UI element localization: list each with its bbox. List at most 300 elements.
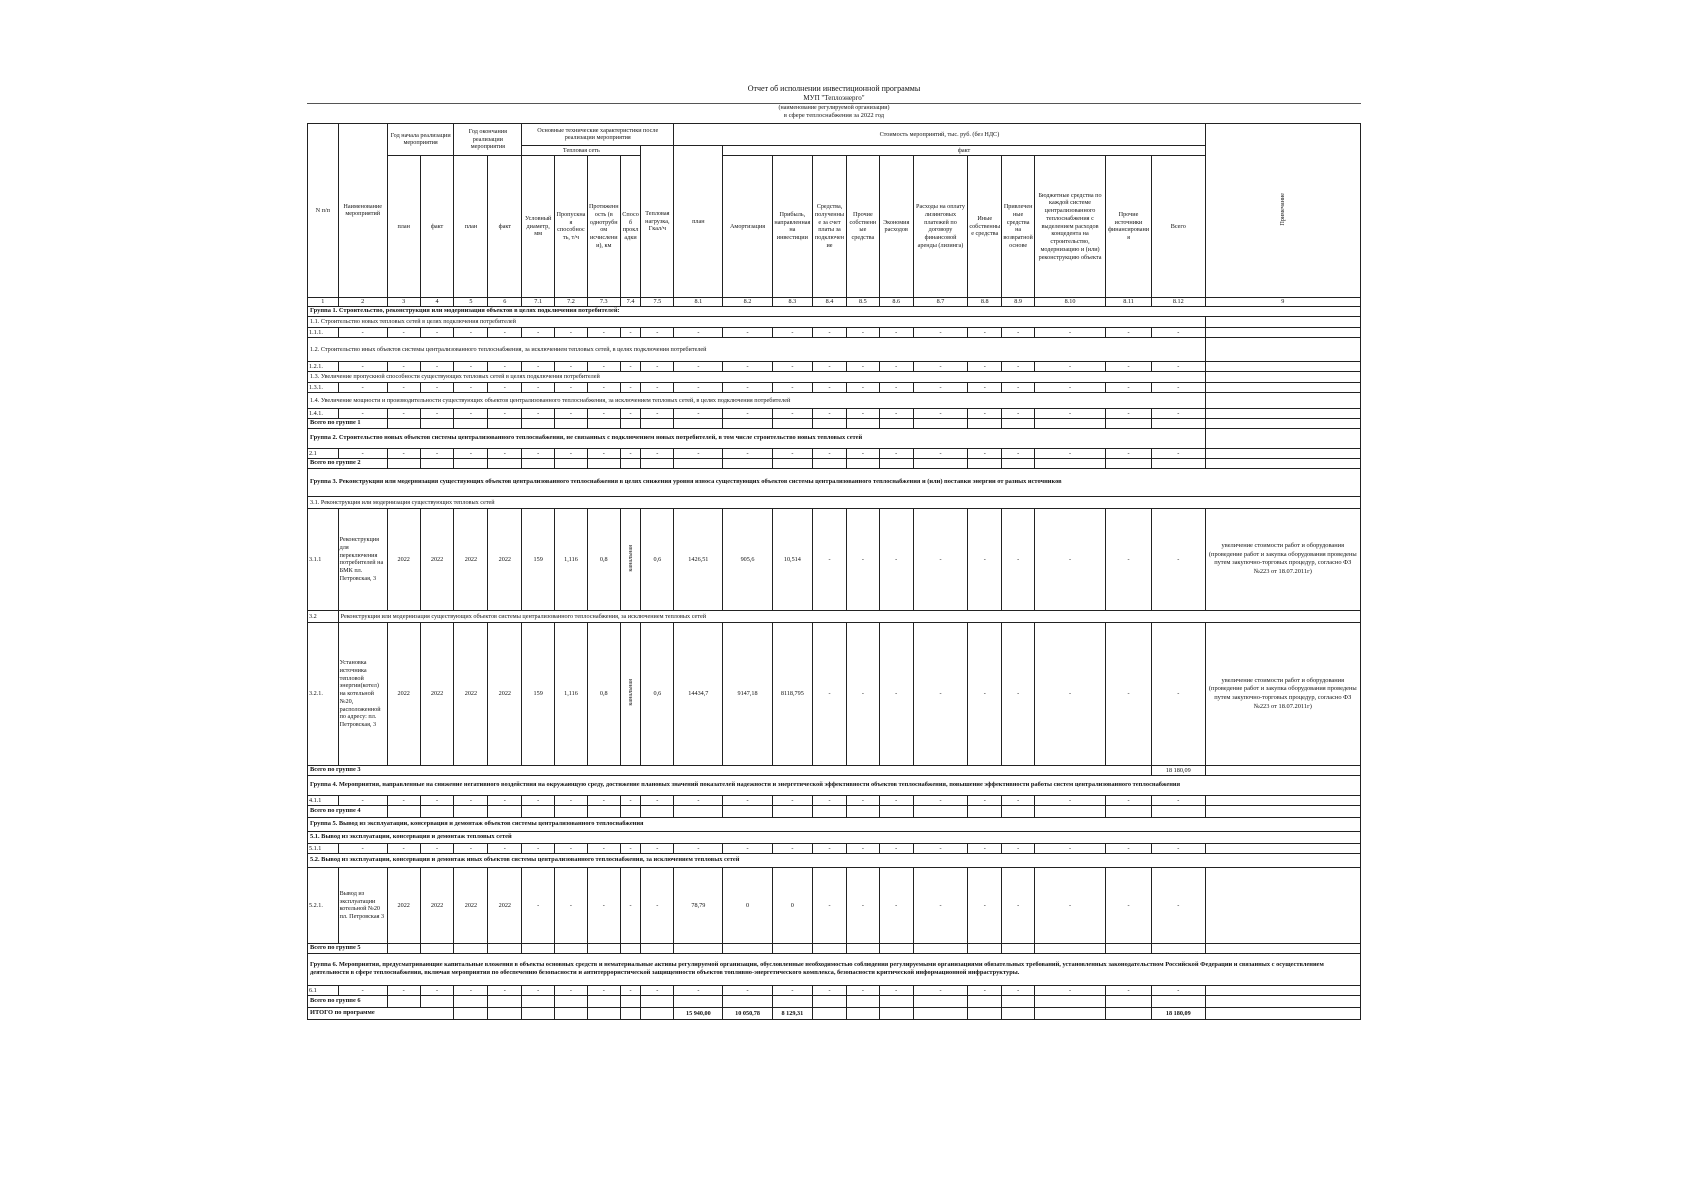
table-row [308,327,1361,337]
subgroup-1-2-title: 1.2. Строительство иных объектов системы централизованного теплоснабжения, за исключением тепловых сетей, в целях подключения потребителей [308,337,1206,361]
dash-cell: - [1002,448,1035,458]
subgroup-3-1-title: 3.1. Реконструкция или модернизация существующих тепловых сетей [308,496,1361,508]
dash-cell: - [620,327,641,337]
empty-cell [555,943,588,953]
dash-cell: - [420,448,454,458]
note-header-text: Примечание [1278,192,1286,226]
dash-cell: - [913,382,968,392]
row-number: 1.3.1. [308,382,339,392]
dash-cell: - [420,327,454,337]
group-row [308,428,1361,448]
col-number: 5 [454,297,488,306]
empty-cell [641,1007,674,1019]
grand-total-label: ИТОГО по программе [308,1007,454,1019]
subgroup-5-1-title: 5.1. Вывод из эксплуатации, консервация и демонтаж тепловых сетей [308,831,1361,843]
empty-cell [587,943,620,953]
dash-cell: - [913,843,968,853]
dash-cell: - [522,448,555,458]
table-row-3-2-1 [308,622,1361,765]
empty-cell [1151,458,1205,468]
subgroup-1-3-title: 1.3. Увеличение пропускной способности существующих тепловых сетей в целях подключения потребителей [308,371,1206,382]
load-value: 0,6 [641,508,674,610]
dash-cell: - [420,985,454,995]
col-other-header: Прочие источники финансирования [1106,155,1152,297]
report-sheet [307,84,1361,1020]
subgroup-1-4-title: 1.4. Увеличение мощности и производительности существующих объектов централизованного теплоснабжения, за исключением тепловых сетей, в целях подключения потребителей [308,392,1206,408]
dash-cell: - [387,448,420,458]
dash-cell: - [913,327,968,337]
dash-cell: - [488,408,522,418]
empty-cell [879,805,913,817]
dash-cell: - [454,985,488,995]
empty-cell [454,418,488,428]
dash-cell: - [620,843,641,853]
dash-cell: - [1106,448,1152,458]
laying-value [620,622,641,765]
load-value: 0,6 [641,622,674,765]
dash-cell: - [454,448,488,458]
dash-cell: - [1002,622,1035,765]
empty-cell [846,458,879,468]
empty-cell [674,805,723,817]
dash-cell: - [338,408,387,418]
empty-cell [587,458,620,468]
column-number-row [308,297,1361,306]
profit-value: 8118,795 [772,622,812,765]
empty-cell [1002,943,1035,953]
group-total-label: Всего по группе 2 [308,458,388,468]
table-row [308,795,1361,805]
row-number: 1.2.1. [308,361,339,371]
empty-cell [387,943,420,953]
empty-cell [1205,448,1360,458]
col-borrowed-header: Иные собственные средства [968,155,1002,297]
empty-cell [723,805,772,817]
empty-cell [522,943,555,953]
dash-cell: - [968,867,1002,943]
empty-cell [968,805,1002,817]
empty-cell [879,943,913,953]
empty-cell [913,458,968,468]
empty-cell [913,995,968,1007]
dash-cell: - [420,382,454,392]
col-number: 7.2 [555,297,588,306]
col-network-header: Тепловая сеть [522,145,641,155]
empty-cell [1205,428,1360,448]
dash-cell: - [723,408,772,418]
dash-cell: - [846,448,879,458]
dash-cell: - [968,795,1002,805]
empty-cell [1106,1007,1152,1019]
empty-cell [674,458,723,468]
dash-cell: - [555,327,588,337]
empty-cell [488,458,522,468]
dash-cell: - [587,327,620,337]
group-1-title: Группа 1. Строительство, реконструкция или модернизация объектов в целях подключения потребителей: [308,306,1361,316]
dash-cell: - [488,985,522,995]
empty-cell [1205,408,1360,418]
amortization-value: 905,6 [723,508,772,610]
col-number: 8.6 [879,297,913,306]
empty-cell [772,943,812,953]
report-title: Отчет об исполнении инвестиционной программы [747,84,921,93]
empty-cell [420,943,454,953]
dash-cell: - [813,508,847,610]
dash-cell: - [772,408,812,418]
dash-cell: - [420,795,454,805]
length-value: 0,8 [587,508,620,610]
dash-cell: - [913,508,968,610]
empty-cell [1035,995,1106,1007]
empty-cell [1035,418,1106,428]
dash-cell: - [641,985,674,995]
dash-cell: - [813,408,847,418]
dash-cell: - [338,985,387,995]
dash-cell: - [620,408,641,418]
col-num-header: N п/п [308,123,339,297]
dash-cell: - [674,448,723,458]
dash-cell: - [674,327,723,337]
subgroup-row [308,610,1361,622]
empty-cell [420,805,454,817]
dash-cell: - [846,985,879,995]
dash-cell: - [522,408,555,418]
dash-cell: - [674,382,723,392]
dash-cell: - [1106,622,1152,765]
col-number: 6 [488,297,522,306]
dash-cell: - [620,382,641,392]
dash-cell: - [555,843,588,853]
empty-cell [1205,361,1360,371]
empty-cell [913,805,968,817]
col-capacity-header: Пропускная способность, т/ч [555,155,588,297]
row-number: 4.1.1 [308,795,339,805]
col-number: 2 [338,297,387,306]
dash-cell: - [387,382,420,392]
empty-cell [1106,418,1152,428]
empty-cell [1205,418,1360,428]
report-sphere: в сфере теплоснабжения за 2022 год [783,112,885,120]
dash-cell: - [555,795,588,805]
empty-cell [454,1007,488,1019]
col-start-plan: план [387,155,420,297]
empty-cell [1205,316,1360,327]
dash-cell: - [968,622,1002,765]
empty-cell [1106,995,1152,1007]
empty-cell [674,943,723,953]
group-total-label: Всего по группе 6 [308,995,388,1007]
dash-cell: - [723,843,772,853]
empty-cell [641,418,674,428]
empty-cell [968,1007,1002,1019]
capacity-value: 1,116 [555,508,588,610]
dash-cell: - [587,867,620,943]
empty-cell [1205,995,1360,1007]
col-number: 8.5 [846,297,879,306]
group-3-title: Группа 3. Реконструкция или модернизация существующих объектов централизованного теплоснабжения в целях снижения уровня износа существующих объектов системы централизованного теплоснабжения и (или) поставки энергии от разных источников [308,468,1361,496]
empty-cell [387,418,420,428]
row-number: 5.2.1. [308,867,339,943]
dash-cell: - [846,867,879,943]
col-start-fact: факт [420,155,454,297]
empty-cell [772,805,812,817]
col-number: 1 [308,297,339,306]
subgroup-row [308,392,1361,408]
dash-cell: - [968,843,1002,853]
dash-cell: - [1106,382,1152,392]
col-end-header: Год окончания реализации мероприятия [454,123,522,155]
table-row-5-2-1 [308,867,1361,943]
group-5-title: Группа 5. Вывод из эксплуатации, консервация и демонтаж объектов системы централизованного теплоснабжения [308,817,1361,831]
empty-cell [723,458,772,468]
measure-name: Реконструкция для переключения потребителей на БМК пл. Петровская, 3 [338,508,387,610]
col-tech-header: Основные технические характеристики после реализации мероприятия [522,123,674,145]
empty-cell [620,805,641,817]
grand-total-profit: 8 129,31 [772,1007,812,1019]
dash-cell: - [488,361,522,371]
dash-cell: - [488,382,522,392]
empty-cell [772,418,812,428]
dash-cell: - [1002,843,1035,853]
dash-cell: - [1035,843,1106,853]
subgroup-row [308,853,1361,867]
dash-cell: - [387,408,420,418]
empty-cell [846,995,879,1007]
empty-cell [1205,805,1360,817]
dash-cell: - [1106,985,1152,995]
dash-cell: - [879,327,913,337]
empty-cell [587,805,620,817]
empty-cell [723,418,772,428]
amortization-value: 9147,18 [723,622,772,765]
group-2-title: Группа 2. Строительство новых объектов системы централизованного теплоснабжения, не связанных с подключением новых потребителей, в том числе строительство новых тепловых сетей [308,428,1206,448]
empty-cell [968,995,1002,1007]
plan-value: 1426,51 [674,508,723,610]
empty-cell [879,458,913,468]
empty-cell [641,995,674,1007]
col-number: 4 [420,297,454,306]
dash-cell: - [813,448,847,458]
empty-cell [587,418,620,428]
dash-cell: - [1002,327,1035,337]
dash-cell: - [674,843,723,853]
dash-cell: - [723,985,772,995]
dash-cell: - [879,795,913,805]
subgroup-5-2-title: 5.2. Вывод из эксплуатации, консервация и демонтаж иных объектов системы централизованного теплоснабжения, за исключением тепловых сетей [308,853,1361,867]
dash-cell: - [488,795,522,805]
dash-cell: - [879,508,913,610]
dash-cell: - [641,795,674,805]
empty-cell [1205,327,1360,337]
col-note-header [1205,123,1360,297]
dash-cell: - [772,448,812,458]
group-total-row [308,995,1361,1007]
dash-cell: - [620,448,641,458]
dash-cell: - [674,985,723,995]
col-profit-header: Прибыль, направленная на инвестиции [772,155,812,297]
dash-cell: - [968,408,1002,418]
dash-cell: - [1106,508,1152,610]
empty-cell [488,418,522,428]
empty-cell [1151,943,1205,953]
dash-cell: - [387,327,420,337]
empty-cell [1205,382,1360,392]
empty-cell [488,943,522,953]
dash-cell: - [454,408,488,418]
empty-cell [813,805,847,817]
empty-cell [879,1007,913,1019]
dash-cell: - [454,361,488,371]
dash-cell: - [555,867,588,943]
col-savings-header: Экономия расходов [879,155,913,297]
col-number: 7.1 [522,297,555,306]
dash-cell: - [1035,327,1106,337]
row-number: 1.4.1. [308,408,339,418]
empty-cell [620,995,641,1007]
dash-cell: - [968,361,1002,371]
plan-value: 78,79 [674,867,723,943]
empty-cell [772,995,812,1007]
col-number: 8.8 [968,297,1002,306]
end-plan-value: 2022 [454,508,488,610]
dash-cell: - [587,382,620,392]
dash-cell: - [1151,382,1205,392]
dash-cell: - [723,361,772,371]
dash-cell: - [846,382,879,392]
dash-cell: - [1035,508,1106,610]
empty-cell [1151,995,1205,1007]
empty-cell [1035,1007,1106,1019]
empty-cell [420,995,454,1007]
dash-cell: - [338,843,387,853]
dash-cell: - [813,985,847,995]
empty-cell [620,418,641,428]
group-row [308,468,1361,496]
empty-cell [454,805,488,817]
col-number: 7.4 [620,297,641,306]
table-row [308,361,1361,371]
dash-cell: - [454,327,488,337]
empty-cell [454,995,488,1007]
diameter-value: 159 [522,622,555,765]
empty-cell [1205,371,1360,382]
col-total-header: Всего [1151,155,1205,297]
dash-cell: - [587,795,620,805]
subgroup-row [308,316,1361,327]
empty-cell [1002,805,1035,817]
dash-cell: - [674,795,723,805]
empty-cell [1002,458,1035,468]
table-row [308,843,1361,853]
empty-cell [522,995,555,1007]
row-number: 6.1 [308,985,339,995]
group-3-total-value: 18 180,09 [1151,765,1205,775]
col-diam-header: Условный диаметр, мм [522,155,555,297]
col-lease-header: Расходы на оплату лизинговых платежей по договору финансовой аренды (лизинга) [913,155,968,297]
dash-cell: - [488,843,522,853]
empty-cell [488,995,522,1007]
group-total-label: Всего по группе 1 [308,418,388,428]
dash-cell: - [879,408,913,418]
empty-cell [1151,805,1205,817]
row-number: 3.2 [308,610,339,622]
col-laying-header: Способ прокладки [620,155,641,297]
dash-cell: - [772,382,812,392]
empty-cell [674,995,723,1007]
dash-cell: - [1106,408,1152,418]
dash-cell: - [1151,508,1205,610]
empty-cell [420,418,454,428]
col-number: 8.9 [1002,297,1035,306]
col-number: 8.3 [772,297,812,306]
empty-cell [522,418,555,428]
col-number: 7.3 [587,297,620,306]
dash-cell: - [641,408,674,418]
organization-name: МУП "Теплоэнерго" [803,93,865,102]
dash-cell: - [1035,622,1106,765]
dash-cell: - [641,448,674,458]
dash-cell: - [1035,361,1106,371]
col-number: 7.5 [641,297,674,306]
col-own-header: Прочие собственные средства [846,155,879,297]
col-cost-fact-header: факт [723,145,1205,155]
col-number: 8.4 [813,297,847,306]
dash-cell: - [913,408,968,418]
diameter-value: 159 [522,508,555,610]
dash-cell: - [387,843,420,853]
laying-text: канальная [626,544,634,572]
empty-cell [1205,1007,1360,1019]
dash-cell: - [587,843,620,853]
empty-cell [1035,458,1106,468]
empty-cell [454,943,488,953]
dash-cell: - [420,408,454,418]
empty-cell [772,458,812,468]
dash-cell: - [879,843,913,853]
empty-cell [879,418,913,428]
dash-cell: - [587,985,620,995]
dash-cell: - [1035,382,1106,392]
dash-cell: - [420,361,454,371]
empty-cell [1002,1007,1035,1019]
dash-cell: - [387,795,420,805]
header-row-3 [308,155,1361,297]
col-number: 9 [1205,297,1360,306]
group-3-total-label: Всего по группе 3 [308,765,1152,775]
length-value: 0,8 [587,622,620,765]
end-fact-value: 2022 [488,867,522,943]
empty-cell [1205,943,1360,953]
dash-cell: - [846,408,879,418]
empty-cell [913,943,968,953]
subgroup-row [308,831,1361,843]
empty-cell [846,1007,879,1019]
empty-cell [968,418,1002,428]
dash-cell: - [968,327,1002,337]
col-number: 8.12 [1151,297,1205,306]
laying-value [620,508,641,610]
dash-cell: - [968,382,1002,392]
empty-cell [1205,795,1360,805]
dash-cell: - [1151,361,1205,371]
empty-cell [488,805,522,817]
empty-cell [620,943,641,953]
col-start-header: Год начала реализации мероприятия [387,123,454,155]
end-plan-value: 2022 [454,867,488,943]
grand-total-row [308,1007,1361,1019]
dash-cell: - [772,843,812,853]
dash-cell: - [641,382,674,392]
